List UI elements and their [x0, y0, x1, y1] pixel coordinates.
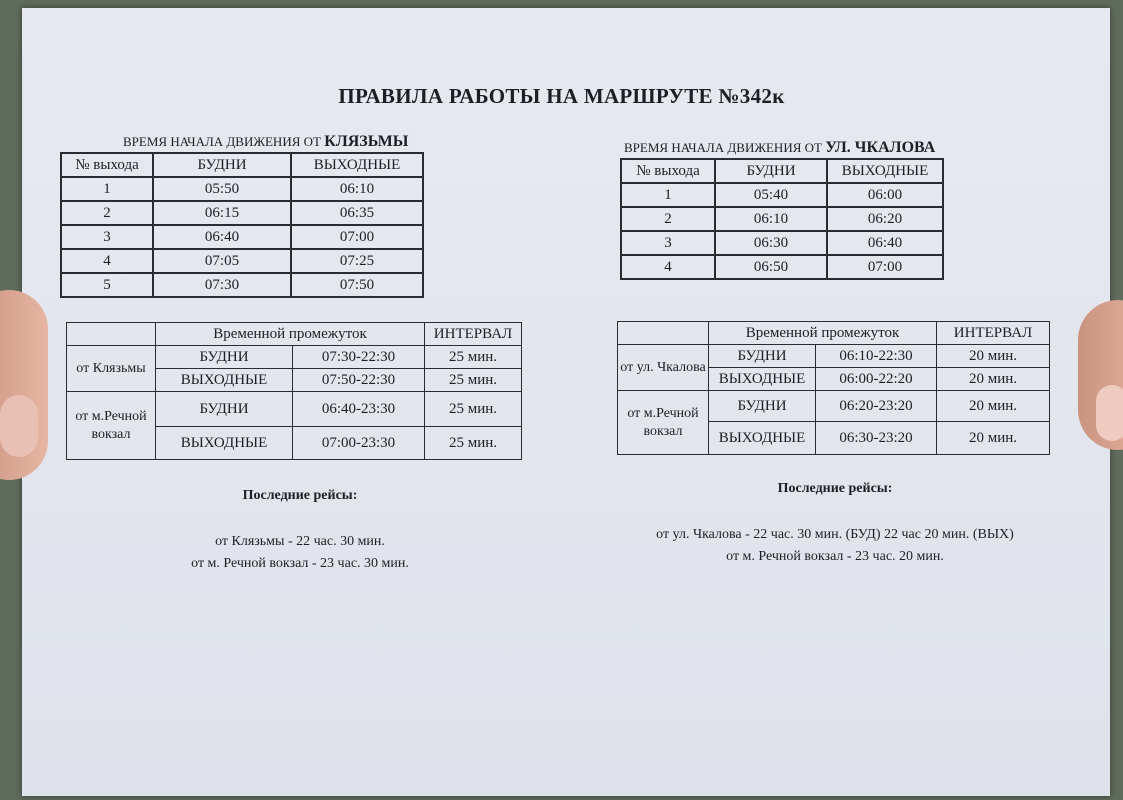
- header-cell: Временной промежуток: [709, 322, 937, 345]
- left-start-heading: [123, 133, 409, 151]
- cell: 05:40: [715, 183, 827, 207]
- cell: 3: [621, 231, 715, 255]
- header-cell: Временной промежуток: [156, 323, 425, 346]
- cell: 07:30-22:30: [293, 346, 425, 369]
- cell: 06:35: [291, 201, 423, 225]
- cell: 1: [621, 183, 715, 207]
- cell: ВЫХОДНЫЕ: [709, 422, 816, 455]
- cell: 06:10: [715, 207, 827, 231]
- cell: 5: [61, 273, 153, 297]
- cell: БУДНИ: [709, 345, 816, 368]
- left-thumbnail-nail: [0, 395, 38, 457]
- header-cell: № выхода: [61, 153, 153, 177]
- right-schedule-table: [620, 158, 944, 280]
- table-row: [621, 207, 943, 231]
- last-trip-line: от м. Речной вокзал - 23 час. 30 мин.: [191, 556, 409, 571]
- cell: 07:25: [291, 249, 423, 273]
- page-title: ПРАВИЛА РАБОТЫ НА МАРШРУТЕ №342к: [338, 84, 785, 108]
- left-start-place: КЛЯЗЬМЫ: [324, 133, 409, 150]
- header-cell: ИНТЕРВАЛ: [425, 323, 522, 346]
- last-trip-line: от ул. Чкалова - 22 час. 30 мин. (БУД) 22 час 20 мин. (ВЫХ): [656, 527, 1014, 542]
- left-schedule-table: [60, 152, 424, 298]
- cell: ВЫХОДНЫЕ: [709, 368, 816, 391]
- cell: 20 мин.: [937, 345, 1050, 368]
- cell: 2: [621, 207, 715, 231]
- cell: 06:30-23:20: [816, 422, 937, 455]
- cell: 06:00-22:20: [816, 368, 937, 391]
- right-start-prefix: ВРЕМЯ НАЧАЛА ДВИЖЕНИЯ ОТ: [624, 140, 822, 155]
- cell: БУДНИ: [156, 346, 293, 369]
- table-header-row: [67, 323, 522, 346]
- cell: ВЫХОДНЫЕ: [156, 427, 293, 460]
- group-label: от ул. Чкалова: [618, 345, 709, 391]
- last-trips-heading: Последние рейсы:: [242, 488, 358, 503]
- header-cell: БУДНИ: [153, 153, 291, 177]
- cell: 07:00: [291, 225, 423, 249]
- cell: 4: [621, 255, 715, 279]
- table-row: [618, 391, 1050, 422]
- cell: 25 мин.: [425, 392, 522, 427]
- cell: 07:00-23:30: [293, 427, 425, 460]
- cell: 06:50: [715, 255, 827, 279]
- cell: 4: [61, 249, 153, 273]
- right-last-trips: [600, 481, 1070, 565]
- right-start-heading: [624, 139, 935, 157]
- cell: 06:40: [827, 231, 943, 255]
- header-cell: ИНТЕРВАЛ: [937, 322, 1050, 345]
- left-interval-table: [66, 322, 522, 460]
- table-header-row: [618, 322, 1050, 345]
- group-label: от м.Речной вокзал: [618, 391, 709, 455]
- table-row: [67, 346, 522, 369]
- header-cell: ВЫХОДНЫЕ: [827, 159, 943, 183]
- cell: 06:10: [291, 177, 423, 201]
- cell: БУДНИ: [156, 392, 293, 427]
- cell: 07:05: [153, 249, 291, 273]
- last-trip-line: от м. Речной вокзал - 23 час. 20 мин.: [726, 549, 944, 564]
- table-row: [618, 345, 1050, 368]
- cell: 06:30: [715, 231, 827, 255]
- cell: 06:40: [153, 225, 291, 249]
- table-row: [61, 225, 423, 249]
- cell: 20 мин.: [937, 422, 1050, 455]
- cell: 07:30: [153, 273, 291, 297]
- cell: 25 мин.: [425, 346, 522, 369]
- table-row: [61, 201, 423, 225]
- cell: 1: [61, 177, 153, 201]
- group-label: от Клязьмы: [67, 346, 156, 392]
- header-cell: ВЫХОДНЫЕ: [291, 153, 423, 177]
- table-row: [61, 273, 423, 297]
- cell: 06:00: [827, 183, 943, 207]
- cell: БУДНИ: [709, 391, 816, 422]
- table-row: [67, 392, 522, 427]
- table-header-row: [61, 153, 423, 177]
- right-interval-table: [617, 321, 1050, 455]
- left-last-trips: [100, 488, 500, 572]
- cell: 07:50-22:30: [293, 369, 425, 392]
- table-row: [61, 249, 423, 273]
- cell: 20 мин.: [937, 368, 1050, 391]
- cell: ВЫХОДНЫЕ: [156, 369, 293, 392]
- cell: 07:50: [291, 273, 423, 297]
- cell: 25 мин.: [425, 427, 522, 460]
- cell: 05:50: [153, 177, 291, 201]
- cell: 25 мин.: [425, 369, 522, 392]
- right-start-place: УЛ. ЧКАЛОВА: [825, 139, 936, 156]
- header-cell: БУДНИ: [715, 159, 827, 183]
- table-row: [621, 231, 943, 255]
- table-header-row: [621, 159, 943, 183]
- cell: 20 мин.: [937, 391, 1050, 422]
- left-start-prefix: ВРЕМЯ НАЧАЛА ДВИЖЕНИЯ ОТ: [123, 134, 321, 149]
- group-label: от м.Речной вокзал: [67, 392, 156, 460]
- cell: 06:20-23:20: [816, 391, 937, 422]
- cell: 07:00: [827, 255, 943, 279]
- table-row: [621, 255, 943, 279]
- empty-header-cell: [618, 322, 709, 345]
- cell: 06:40-23:30: [293, 392, 425, 427]
- table-row: [621, 183, 943, 207]
- empty-header-cell: [67, 323, 156, 346]
- last-trip-line: от Клязьмы - 22 час. 30 мин.: [215, 534, 385, 549]
- cell: 06:20: [827, 207, 943, 231]
- cell: 06:15: [153, 201, 291, 225]
- header-cell: № выхода: [621, 159, 715, 183]
- table-row: [61, 177, 423, 201]
- cell: 06:10-22:30: [816, 345, 937, 368]
- cell: 3: [61, 225, 153, 249]
- last-trips-heading: Последние рейсы:: [777, 481, 893, 496]
- cell: 2: [61, 201, 153, 225]
- right-thumbnail-nail: [1096, 385, 1123, 441]
